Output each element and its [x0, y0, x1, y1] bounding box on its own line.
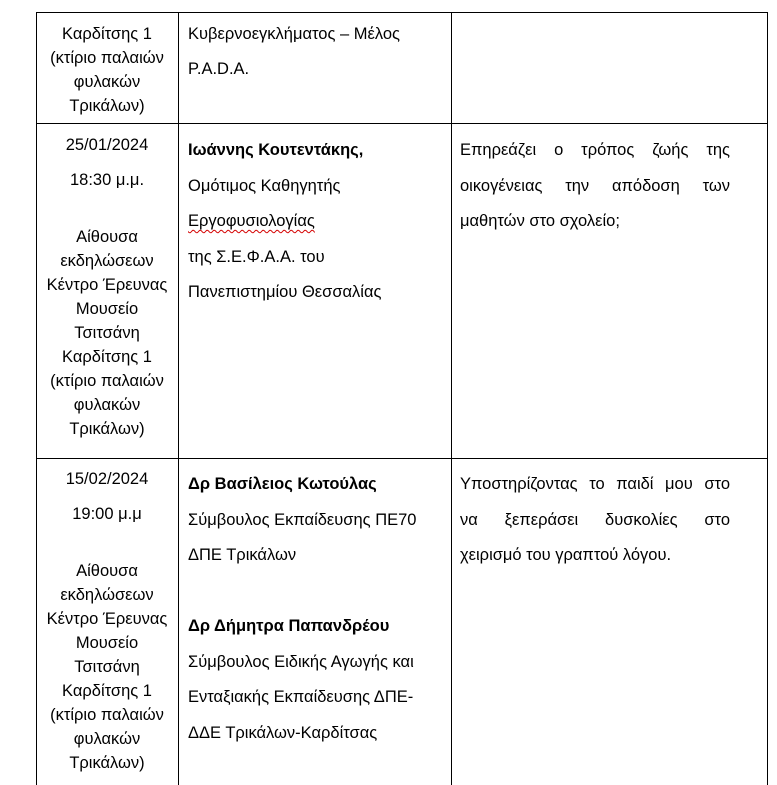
row2-venue-line: Κέντρο Έρευνας	[46, 276, 168, 294]
row-divider-1	[36, 123, 768, 124]
row3-speakers-cell	[188, 467, 450, 751]
row1-speaker-line: Κυβερνοεγκλήματος – Μέλος	[188, 25, 401, 43]
row3-speaker2-name: Δρ Δήμητρα Παπανδρέου	[188, 617, 390, 635]
row3-venue-line: (κτίριο παλαιών	[50, 706, 164, 724]
row3-topic-line: Υποστηρίζοντας το παιδί μου στο	[460, 475, 730, 493]
row3-venue-line: Μουσείο	[75, 634, 139, 652]
row3-venue-line: εκδηλώσεων	[60, 586, 154, 604]
row2-topic-line: Επηρεάζει ο τρόπος ζωής της	[460, 141, 730, 159]
row2-venue-line: Αίθουσα	[76, 228, 138, 246]
row3-topic-line: χειρισμό του γραπτού λόγου.	[460, 546, 672, 564]
row2-speaker-cell	[188, 133, 450, 311]
row1-location-line: Καρδίτσης 1	[62, 25, 152, 43]
row2-speaker-line: Πανεπιστημίου Θεσσαλίας	[188, 283, 382, 301]
row2-time: 18:30 μ.μ.	[69, 171, 145, 189]
row3-time: 19:00 μ.μ	[72, 505, 142, 523]
row2-speaker-line: της Σ.Ε.Φ.Α.Α. του	[188, 247, 325, 266]
row1-location-cell	[37, 22, 177, 118]
row1-location-line: (κτίριο παλαιών	[50, 49, 164, 67]
row3-speaker2-line: ΔΔΕ Τρικάλων-Καρδίτσας	[188, 723, 378, 742]
row3-topic-line: να ξεπεράσει δυσκολίες στο	[460, 510, 730, 529]
row1-speaker-cell	[188, 22, 450, 81]
row3-venue-line: Τρικάλων)	[69, 754, 145, 772]
row2-topic-line: οικογένειας την απόδοση των	[460, 176, 730, 195]
row3-topic-cell	[460, 467, 730, 574]
row3-datetime-cell	[37, 467, 177, 775]
table-border-top	[36, 12, 768, 13]
row3-speaker2-line: Σύμβουλος Ειδικής Αγωγής και	[188, 652, 414, 671]
row3-venue-line: Τσιτσάνη	[74, 658, 140, 676]
row2-speaker-name: Ιωάννης Κουτεντάκης,	[188, 141, 364, 159]
row1-location-line: φυλακών	[73, 73, 141, 91]
row3-speaker1-line: Σύμβουλος Εκπαίδευσης ΠΕ70	[188, 510, 417, 529]
row2-venue-line: Καρδίτσης 1	[62, 348, 152, 366]
row3-speaker1-line: ΔΠΕ Τρικάλων	[188, 546, 297, 564]
row3-venue-line: Αίθουσα	[76, 562, 138, 580]
row3-date: 15/02/2024	[65, 470, 149, 488]
row2-date: 25/01/2024	[65, 136, 149, 154]
row2-venue-line: φυλακών	[73, 396, 141, 414]
row3-speaker1-name: Δρ Βασίλειος Κωτούλας	[188, 475, 377, 493]
row2-datetime-cell	[37, 133, 177, 441]
row1-speaker-line: P.A.D.A.	[188, 60, 250, 78]
row1-location-line: Τρικάλων)	[69, 97, 145, 115]
row2-speaker-line: Εργοφυσιολογίας	[188, 212, 315, 230]
row2-venue-line: Τρικάλων)	[69, 420, 145, 438]
column-divider-1	[178, 12, 179, 785]
row3-speaker2-line: Ενταξιακής Εκπαίδευσης ΔΠΕ-	[188, 688, 414, 706]
row3-venue-line: φυλακών	[73, 730, 141, 748]
column-divider-2	[451, 12, 452, 785]
schedule-table	[36, 12, 768, 785]
table-border-right	[767, 12, 768, 785]
row2-venue-line: Τσιτσάνη	[74, 324, 140, 342]
row2-venue-line: (κτίριο παλαιών	[50, 372, 164, 390]
row2-venue-line: εκδηλώσεων	[60, 252, 154, 270]
row-divider-2	[36, 458, 768, 459]
row3-venue-line: Κέντρο Έρευνας	[46, 610, 168, 628]
row2-speaker-line: Ομότιμος Καθηγητής	[188, 176, 341, 195]
row2-topic-cell	[460, 133, 730, 240]
row2-venue-line: Μουσείο	[75, 300, 139, 318]
row3-venue-line: Καρδίτσης 1	[62, 682, 152, 700]
row2-topic-line: μαθητών στο σχολείο;	[460, 212, 620, 230]
